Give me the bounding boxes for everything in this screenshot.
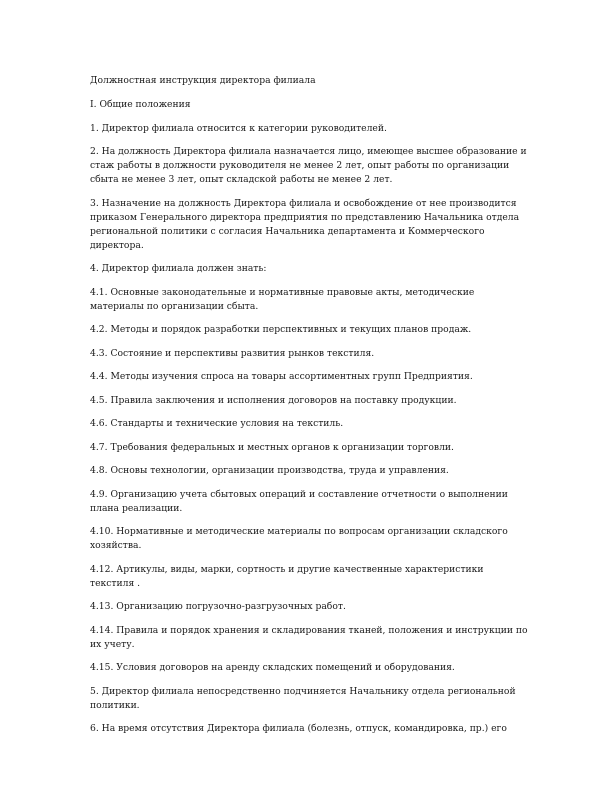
paragraph-2: 2. На должность Директора филиала назначается лицо, имеющее высшее образование и стаж работы в должности руководителя не менее 2 лет, опыт работы по организации сбыта не менее 3 лет, опыт складской работы не менее 2 лет. [90, 146, 527, 185]
paragraph-4-14: 4.14. Правила и порядок хранения и складирования тканей, положения и инструкции по их учету. [90, 624, 528, 650]
paragraph-4-8: 4.8. Основы технологии, организации производства, труда и управления. [90, 465, 449, 476]
paragraph-4: 4. Директор филиала должен знать: [90, 263, 267, 274]
paragraph-4-6: 4.6. Стандарты и технические условия на текстиль. [90, 418, 344, 429]
paragraph-5: 5. Директор филиала непосредственно подчиняется Начальнику отдела региональной политики. [90, 685, 516, 711]
paragraph-4-10: 4.10. Нормативные и методические материалы по вопросам организации складского хозяйства. [90, 526, 508, 551]
document-page [90, 74, 530, 746]
paragraph-4-7: 4.7. Требования федеральных и местных органов к организации торговли. [90, 441, 454, 453]
paragraph-4-15: 4.15. Условия договоров на аренду складских помещений и оборудования. [90, 662, 455, 673]
paragraph-4-2: 4.2. Методы и порядок разработки перспективных и текущих планов продаж. [90, 324, 472, 335]
paragraph-4-4: 4.4. Методы изучения спроса на товары ассортиментных групп Предприятия. [90, 371, 473, 382]
paragraph-4-3: 4.3. Состояние и перспективы развития рынков текстиля. [90, 347, 375, 359]
paragraph-4-12: 4.12. Артикулы, виды, марки, сортность и другие качественные характеристики текстиля . [90, 563, 484, 589]
paragraph-4-9: 4.9. Организацию учета сбытовых операций и составление отчетности о выполнении плана реализации. [90, 488, 508, 514]
paragraph-4-1: 4.1. Основные законодательные и нормативные правовые акты, методические материалы по организации сбыта. [90, 286, 475, 312]
paragraph-6: 6. На время отсутствия Директора филиала (болезнь, отпуск, командировка, пр.) его [90, 723, 507, 734]
section-heading: I. Общие положения [90, 99, 191, 110]
document-title: Должностная инструкция директора филиала [90, 75, 316, 86]
paragraph-4-5: 4.5. Правила заключения и исполнения договоров на поставку продукции. [90, 394, 457, 406]
paragraph-3: 3. Назначение на должность Директора филиала и освобождение от нее производится приказом Генерального директора предприятия по представлению Начальника отдела региональной политики с согласия Начальника департамента и Коммерческого директора. [90, 197, 520, 251]
paragraph-4-13: 4.13. Организацию погрузочно-разгрузочных работ. [90, 601, 346, 612]
paragraph-1: 1. Директор филиала относится к категории руководителей. [90, 122, 387, 134]
